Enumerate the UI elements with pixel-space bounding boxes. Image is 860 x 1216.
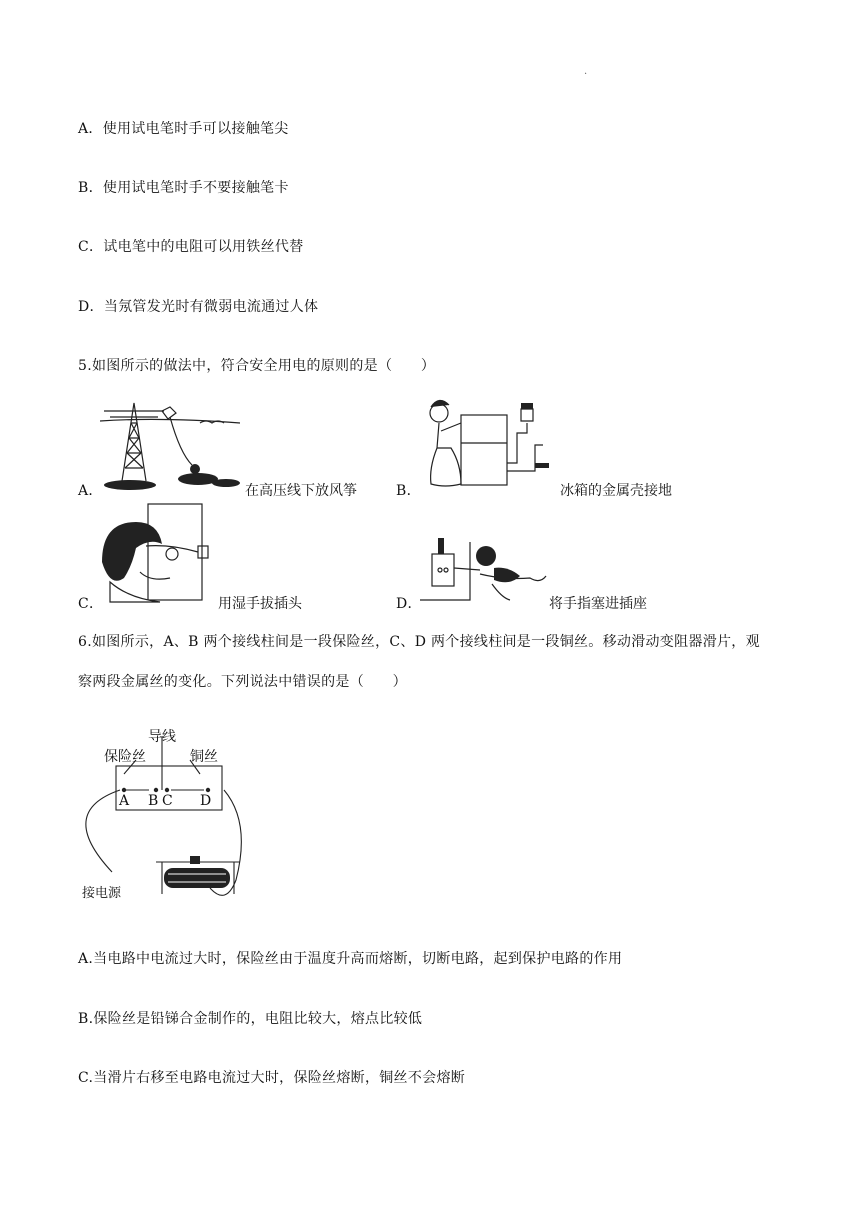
kite-near-powerline-illustration <box>100 393 245 493</box>
terminal-c: C <box>162 793 173 809</box>
q5-option-c-caption: 用湿手拔插头 <box>218 596 302 612</box>
q4-option-c: C．试电笔中的电阻可以用铁丝代替 <box>78 239 304 255</box>
q5-option-c-letter: C． <box>78 596 104 612</box>
q5-option-a-letter: A． <box>78 483 103 499</box>
q4-option-d: D．当氖管发光时有微弱电流通过人体 <box>78 299 319 315</box>
q5-stem: 5.如图所示的做法中，符合安全用电的原则的是（ ） <box>78 358 436 374</box>
label-wire: 导线 <box>148 729 176 745</box>
label-copper: 铜丝 <box>190 749 218 765</box>
wet-hand-plug-illustration <box>100 502 215 606</box>
label-fuse: 保险丝 <box>104 749 146 765</box>
q5-option-b-letter: B． <box>396 483 421 499</box>
q4-option-a: A．使用试电笔时手可以接触笔尖 <box>78 121 289 137</box>
q5-option-d-caption: 将手指塞进插座 <box>549 596 647 612</box>
q6-option-c: C.当滑片右移至电路电流过大时，保险丝熔断，铜丝不会熔断 <box>78 1070 466 1086</box>
q5-option-a-caption: 在高压线下放风筝 <box>245 483 357 499</box>
q4-option-b: B．使用试电笔时手不要接触笔卡 <box>78 180 289 196</box>
q5-option-d-letter: D． <box>396 596 422 612</box>
label-power: 接电源 <box>82 886 122 901</box>
terminal-d: D <box>200 793 212 809</box>
terminal-b: B <box>148 793 159 809</box>
q6-option-a: A.当电路中电流过大时，保险丝由于温度升高而熔断，切断电路，起到保护电路的作用 <box>78 951 623 967</box>
page-mark: . <box>584 66 588 77</box>
fridge-grounded-illustration <box>417 393 557 491</box>
terminal-a: A <box>119 793 130 809</box>
q6-stem-line2: 察两段金属丝的变化。下列说法中错误的是（ ） <box>78 674 407 690</box>
q6-stem-line1: 6.如图所示，A、B 两个接线柱间是一段保险丝，C、D 两个接线柱间是一段铜丝。移动滑动变阻器滑片，观 <box>78 634 760 650</box>
q5-option-b-caption: 冰箱的金属壳接地 <box>560 483 672 499</box>
q6-option-b: B.保险丝是铅锑合金制作的，电阻比较大，熔点比较低 <box>78 1011 423 1027</box>
finger-in-socket-illustration <box>420 530 548 606</box>
